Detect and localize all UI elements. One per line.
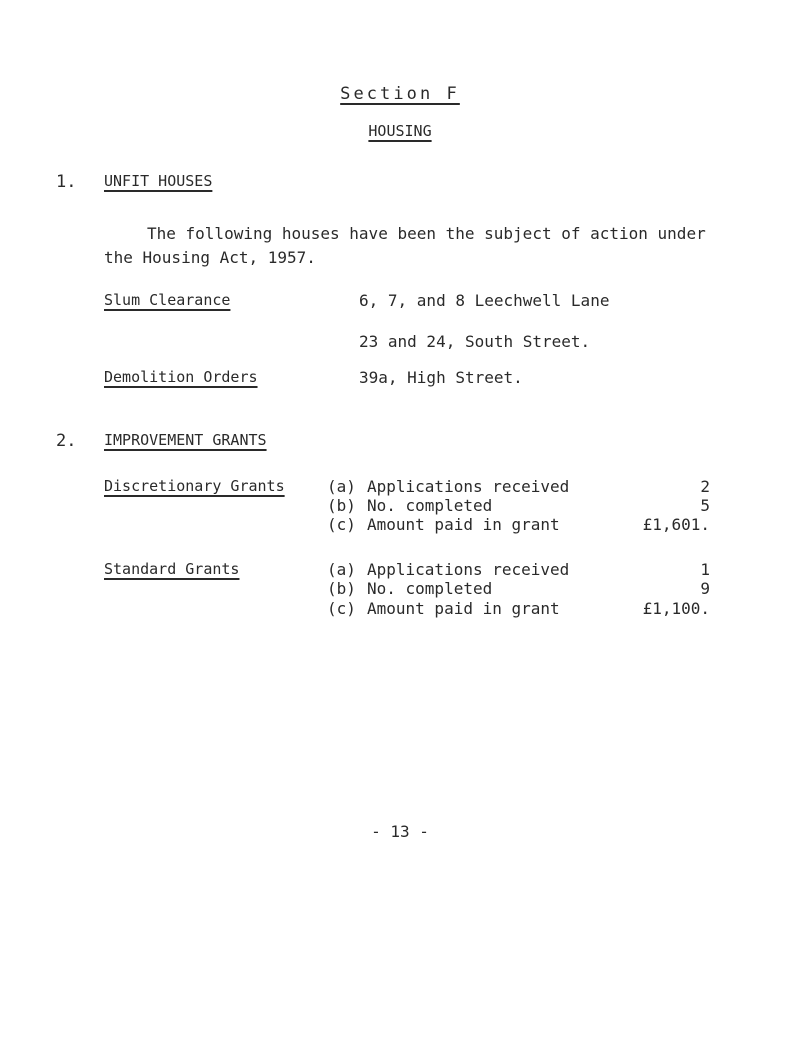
standard-text-b: No. completed	[367, 579, 493, 598]
standard-value-b: 9	[700, 579, 710, 598]
discretionary-letter-a: (a)	[327, 477, 356, 496]
section-number-1: 1.	[56, 172, 77, 192]
discretionary-value-a: 2	[700, 477, 710, 496]
unfit-houses-heading: UNFIT HOUSES	[104, 172, 213, 190]
slum-clearance-item-1: 6, 7, and 8 Leechwell Lane	[359, 291, 610, 310]
section-number-2: 2.	[56, 431, 77, 451]
section-title: Section F	[340, 84, 460, 104]
discretionary-text-b: No. completed	[367, 496, 493, 515]
housing-title: HOUSING	[368, 122, 432, 140]
standard-value-a: 1	[700, 560, 710, 579]
standard-text-c: Amount paid in grant	[367, 599, 560, 618]
standard-text-a: Applications received	[367, 560, 570, 579]
demolition-orders-item: 39a, High Street.	[359, 368, 523, 387]
discretionary-text-a: Applications received	[367, 477, 570, 496]
demolition-orders-label: Demolition Orders	[104, 368, 258, 386]
standard-letter-b: (b)	[327, 579, 356, 598]
discretionary-value-c: £1,601.	[642, 515, 710, 534]
standard-letter-c: (c)	[327, 599, 356, 618]
discretionary-text-c: Amount paid in grant	[367, 515, 560, 534]
discretionary-letter-b: (b)	[327, 496, 356, 515]
standard-letter-a: (a)	[327, 560, 356, 579]
discretionary-letter-c: (c)	[327, 515, 356, 534]
intro-line-1: The following houses have been the subject of action under	[147, 224, 706, 243]
standard-value-c: £1,100.	[642, 599, 710, 618]
slum-clearance-label: Slum Clearance	[104, 291, 231, 309]
discretionary-grants-label: Discretionary Grants	[104, 477, 285, 495]
improvement-grants-heading: IMPROVEMENT GRANTS	[104, 431, 267, 449]
page-number: - 13 -	[371, 822, 429, 841]
slum-clearance-item-2: 23 and 24, South Street.	[359, 332, 591, 351]
discretionary-value-b: 5	[700, 496, 710, 515]
intro-line-2: the Housing Act, 1957.	[104, 248, 316, 267]
standard-grants-label: Standard Grants	[104, 560, 240, 578]
